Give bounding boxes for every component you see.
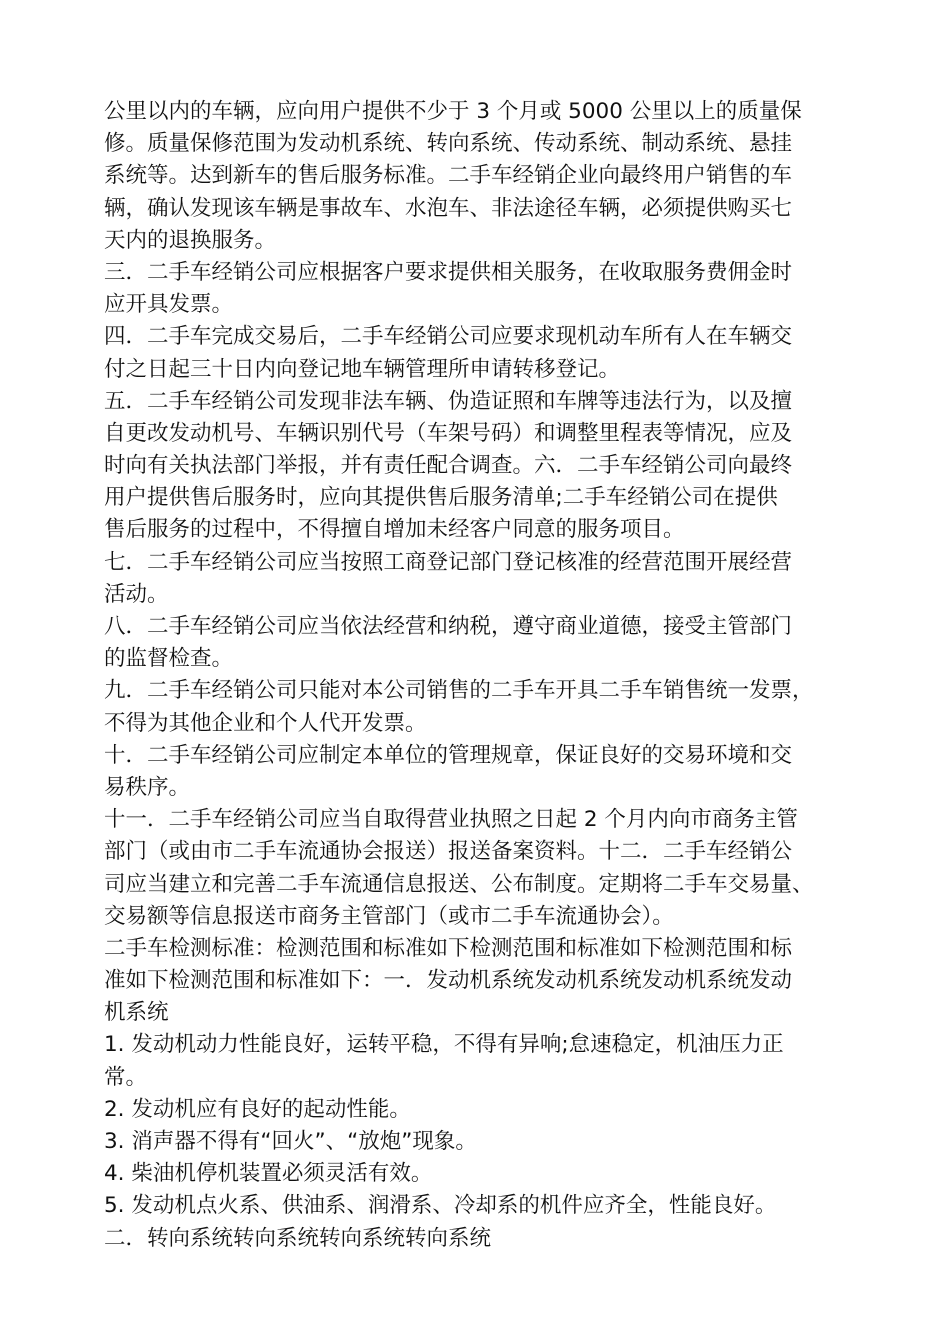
text-line: 修。质量保修范围为发动机系统、转向系统、传动系统、制动系统、悬挂 bbox=[104, 131, 793, 157]
text-line: 部门（或由市二手车流通协会报送）报送备案资料。十二．二手车经销公 bbox=[104, 839, 793, 865]
text-line: 应开具发票。 bbox=[104, 292, 234, 318]
text-line: 机系统 bbox=[104, 1000, 169, 1026]
text-line: 三．二手车经销公司应根据客户要求提供相关服务，在收取服务费佣金时 bbox=[104, 259, 793, 285]
text-line: 公里以内的车辆，应向用户提供不少于 3 个月或 5000 公里以上的质量保 bbox=[104, 99, 802, 124]
text-line: 二．转向系统转向系统转向系统转向系统 bbox=[104, 1225, 492, 1251]
text-line: 1. 发动机动力性能良好，运转平稳，不得有异响;怠速稳定，机油压力正 bbox=[104, 1032, 784, 1058]
text-line: 的监督检查。 bbox=[104, 646, 234, 672]
text-line: 不得为其他企业和个人代开发票。 bbox=[104, 710, 427, 736]
text-line: 司应当建立和完善二手车流通信息报送、公布制度。定期将二手车交易量、 bbox=[104, 871, 814, 897]
text-line: 时向有关执法部门举报，并有责任配合调查。六．二手车经销公司向最终 bbox=[104, 453, 793, 479]
text-line: 2. 发动机应有良好的起动性能。 bbox=[104, 1096, 411, 1122]
text-line: 4. 柴油机停机装置必须灵活有效。 bbox=[104, 1161, 433, 1187]
text-line: 付之日起三十日内向登记地车辆管理所申请转移登记。 bbox=[104, 356, 621, 382]
text-line: 二手车检测标准：检测范围和标准如下检测范围和标准如下检测范围和标 bbox=[104, 935, 793, 961]
document-body bbox=[104, 96, 860, 1255]
text-line: 七．二手车经销公司应当按照工商登记部门登记核准的经营范围开展经营 bbox=[104, 549, 793, 575]
text-line: 五．二手车经销公司发现非法车辆、伪造证照和车牌等违法行为，以及擅 bbox=[104, 388, 793, 414]
text-line: 易秩序。 bbox=[104, 774, 191, 800]
text-line: 常。 bbox=[104, 1064, 148, 1090]
text-line: 准如下检测范围和标准如下：一．发动机系统发动机系统发动机系统发动 bbox=[104, 968, 793, 994]
text-line: 十一．二手车经销公司应当自取得营业执照之日起 2 个月内向市商务主管 bbox=[104, 807, 798, 833]
text-line: 系统等。达到新车的售后服务标准。二手车经销企业向最终用户销售的车 bbox=[104, 163, 793, 189]
text-line: 辆，确认发现该车辆是事故车、水泡车、非法途径车辆，必须提供购买七 bbox=[104, 195, 793, 221]
text-line: 3. 消声器不得有“回火”、“放炮”现象。 bbox=[104, 1129, 477, 1154]
text-line: 四．二手车完成交易后，二手车经销公司应要求现机动车所有人在车辆交 bbox=[104, 324, 793, 350]
text-line: 5. 发动机点火系、供油系、润滑系、冷却系的机件应齐全，性能良好。 bbox=[104, 1193, 777, 1219]
text-line: 售后服务的过程中，不得擅自增加未经客户同意的服务项目。 bbox=[104, 517, 685, 543]
text-line: 天内的退换服务。 bbox=[104, 227, 277, 253]
text-line: 十．二手车经销公司应制定本单位的管理规章，保证良好的交易环境和交 bbox=[104, 742, 793, 768]
text-line: 自更改发动机号、车辆识别代号（车架号码）和调整里程表等情况，应及 bbox=[104, 420, 793, 446]
text-line: 八．二手车经销公司应当依法经营和纳税，遵守商业道德，接受主管部门 bbox=[104, 614, 793, 639]
text-line: 交易额等信息报送市商务主管部门（或市二手车流通协会）。 bbox=[104, 903, 674, 929]
text-line: 用户提供售后服务时，应向其提供售后服务清单;二手车经销公司在提供 bbox=[104, 485, 778, 511]
text-line: 活动。 bbox=[104, 581, 169, 607]
text-line: 九．二手车经销公司只能对本公司销售的二手车开具二手车销售统一发票， bbox=[104, 678, 814, 704]
